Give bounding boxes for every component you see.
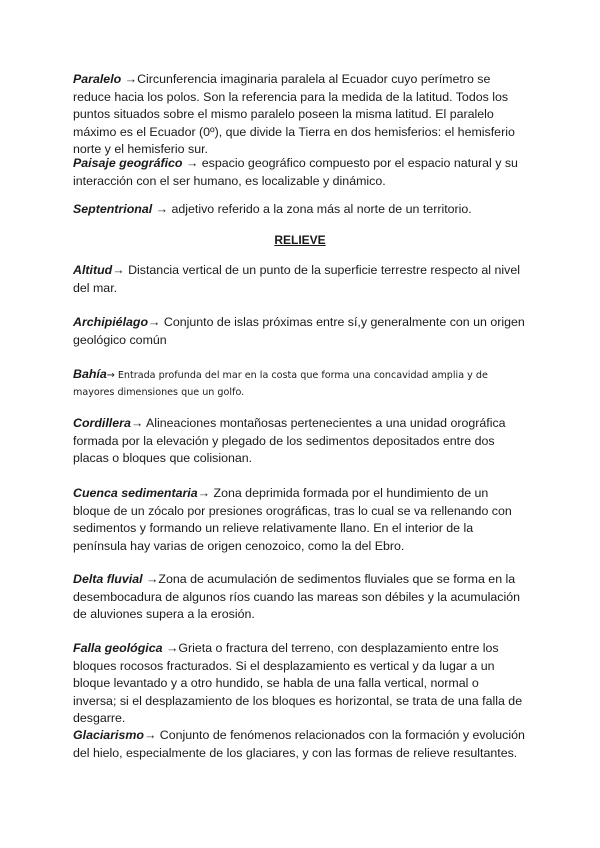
entry-septentrional	[73, 201, 525, 219]
entry-falla-geologica	[73, 640, 525, 728]
definition: Grieta o fractura del terreno, con desplazamiento entre los bloques rocosos fracturados. Si el desplazamiento es vertical y da lugar a un bloque levantado y a otro hundido, se habla de una falla vertical, normal o inversa; si el desplazamiento de los bloques es horizontal, se trata de una falla de desgarre.	[73, 641, 523, 726]
definition: adjetivo referido a la zona más al norte de un territorio.	[171, 202, 472, 216]
definition: espacio geográfico compuesto por el espacio natural y su interacción con el ser humano, es localizable y dinámico.	[73, 156, 518, 188]
arrow: →	[121, 72, 138, 86]
definition: Zona deprimida formada por el hundimiento de un bloque de un zócalo por presiones orográficas, tras lo cual se va rellenando con sedimentos y formando un relieve relativamente llano. En el interior de la península hay varias de origen cenozoico, como la del Ebro.	[73, 486, 512, 553]
term: Paisaje geográfico	[73, 156, 183, 170]
definition: Circunferencia imaginaria paralela al Ecuador cuyo perímetro se reduce hacia los polos. Son la referencia para la medida de la latitud. Todos los puntos situados sobre el mismo paralelo poseen la misma latitud. El paralelo máximo es el Ecuador (0º), que divide la Tierra en dos hemisferios: el hemisferio norte y el hemisferio sur.	[73, 72, 515, 157]
term: Cordillera	[73, 416, 131, 430]
arrow: →	[106, 370, 118, 381]
entry-cuenca-sedimentaria	[73, 485, 525, 555]
entry-cordillera	[73, 415, 525, 468]
term: Glaciarismo	[73, 728, 144, 742]
entry-archipielago	[73, 314, 525, 349]
definition: Entrada profunda del mar en la costa que forma una concavidad amplia y de mayores dimensiones que un golfo.	[73, 370, 488, 398]
entry-delta-fluvial	[73, 571, 525, 624]
term: Bahía	[73, 367, 107, 381]
entry-altitud	[73, 262, 525, 297]
arrow: →	[152, 202, 172, 216]
section-heading: RELIEVE	[274, 233, 326, 247]
definition: Conjunto de fenómenos relacionados con la formación y evolución del hielo, especialmente de los glaciares, y con las formas de relieve resultantes.	[73, 728, 525, 760]
definition: Alineaciones montañosas pertenecientes a una unidad orográfica formada por la elevación y plegado de los sedimentos depositados entre dos placas o bloques que colisionan.	[73, 416, 506, 466]
arrow: →	[130, 416, 146, 430]
definition: Distancia vertical de un punto de la superficie terrestre respecto al nivel del mar.	[73, 263, 520, 295]
entry-bahia	[73, 366, 525, 401]
term: Paralelo	[73, 72, 122, 86]
arrow: →	[142, 572, 159, 586]
entry-paisaje-geografico	[73, 155, 525, 190]
term: Cuenca sedimentaria	[73, 486, 198, 500]
arrow: →	[197, 486, 214, 500]
entry-paralelo	[73, 71, 525, 159]
entry-glaciarismo	[73, 727, 525, 762]
arrow: →	[182, 156, 202, 170]
arrow: →	[143, 728, 160, 742]
term: Delta fluvial	[73, 572, 143, 586]
arrow: →	[162, 641, 179, 655]
term: Septentrional	[73, 202, 153, 216]
arrow: →	[112, 263, 129, 277]
term: Altitud	[73, 263, 113, 277]
term: Archipiélago	[73, 315, 149, 329]
definition: Zona de acumulación de sedimentos fluviales que se forma en la desembocadura de algunos ríos cuando las mareas son débiles y la acumulación de aluviones supera a la erosión.	[73, 572, 521, 622]
term: Falla geológica	[73, 641, 163, 655]
arrow: →	[148, 315, 164, 329]
definition: Conjunto de islas próximas entre sí,y generalmente con un origen geológico común	[73, 315, 525, 347]
